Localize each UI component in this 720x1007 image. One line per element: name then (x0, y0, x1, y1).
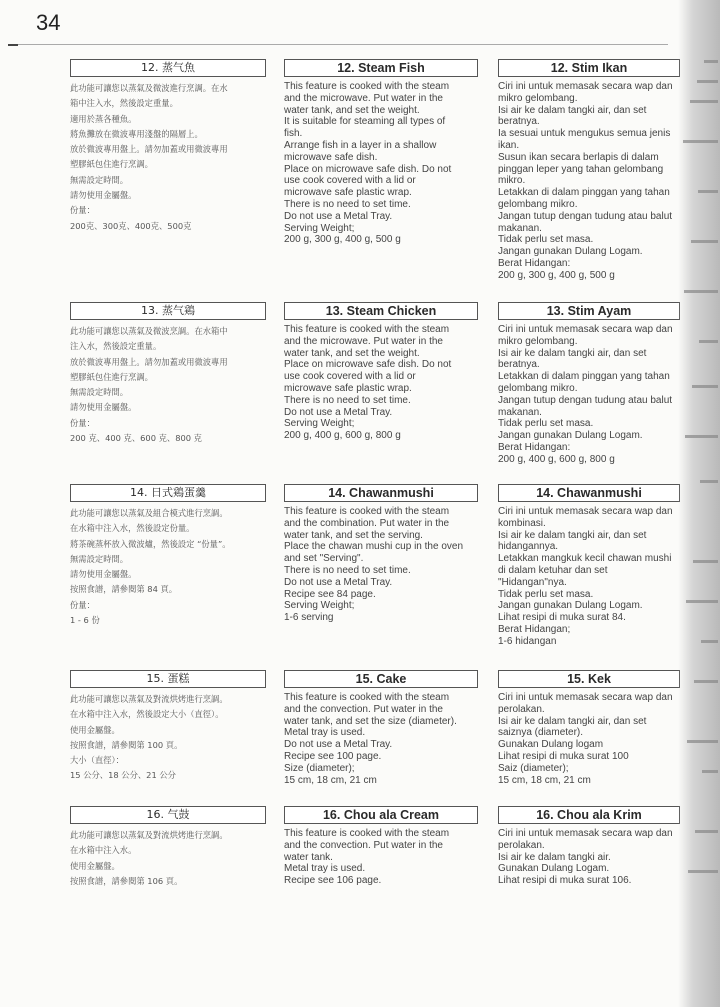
edge-mark (683, 140, 718, 143)
body-line: ikan. (498, 139, 520, 151)
page-number: 34 (36, 10, 61, 35)
body-line: Jangan tutup dengan tudung atau balut (498, 210, 673, 222)
edge-mark (694, 680, 718, 683)
body-line: Tidak perlu set masa. (498, 234, 594, 246)
body-line: 1 - 6 份 (70, 615, 100, 626)
body-line: Serving Weight; (284, 222, 355, 234)
body-line: and the combination. Put water in the (284, 517, 450, 529)
section-heading: 13. Steam Chicken (284, 302, 478, 320)
body-line: 此功能可讓您以蒸氣及對流烘烤進行烹調。 (70, 830, 228, 840)
edge-mark (698, 190, 718, 193)
body-line: Recipe see 84 page. (284, 588, 376, 600)
section-body (498, 828, 680, 887)
header-rule (8, 44, 668, 45)
section-heading: 12. Stim Ikan (498, 59, 680, 77)
body-line: gelombang mikro. (498, 198, 578, 210)
body-line: Ciri ini untuk memasak secara wap dan (498, 828, 673, 839)
section-16-zh (70, 806, 266, 889)
body-line: 15 公分、18 公分、21 公分 (70, 770, 176, 781)
section-body (70, 828, 266, 889)
body-line: di dalam ketuhar dan set (498, 564, 608, 576)
section-body (70, 506, 266, 628)
body-line: Place on microwave safe dish. Do not (284, 163, 452, 175)
body-line: water tank, and set the weight. (284, 347, 420, 359)
body-line: 200 g, 400 g, 600 g, 800 g (284, 430, 401, 442)
section-body (498, 81, 680, 282)
body-line: mikro gelombang. (498, 92, 578, 104)
body-line: gelombang mikro. (498, 382, 578, 394)
section-heading: 16. Chou ala Cream (284, 806, 478, 824)
body-line: 此功能可讓您以蒸氣及對流烘烤進行烹調。 (70, 694, 228, 704)
section-13-en (284, 302, 478, 442)
section-heading: 15. 蛋糕 (70, 670, 266, 688)
body-line: This feature is cooked with the steam (284, 324, 450, 335)
body-line: Letakkan di dalam pinggan yang tahan (498, 371, 670, 383)
body-line: perolakan. (498, 839, 545, 851)
body-line: 在水箱中注入水，然後設定份量。 (70, 523, 195, 534)
section-15-en (284, 670, 478, 786)
body-line: water tank. (284, 851, 333, 863)
body-line: 200 g, 400 g, 600 g, 800 g (498, 453, 615, 465)
body-line: pinggan leper yang tahan gelombang (498, 163, 664, 175)
section-16-ms (498, 806, 680, 887)
body-line: mikro gelombang. (498, 335, 578, 347)
section-heading: 15. Cake (284, 670, 478, 688)
body-line: and set "Serving". (284, 553, 364, 565)
body-line: 200克、300克、400克、500克 (70, 220, 192, 231)
body-line: Gunakan Dulang logam (498, 739, 604, 751)
body-line: 15 cm, 18 cm, 21 cm (284, 774, 377, 786)
body-line: 按照食譜，請參閱第 100 頁。 (70, 739, 183, 750)
edge-mark (692, 385, 718, 388)
body-line: 使用金屬盤。 (70, 724, 120, 735)
body-line: Lihat resipi di muka surat 84. (498, 612, 626, 624)
body-line: 200 g, 300 g, 400 g, 500 g (498, 269, 615, 281)
body-line: Do not use a Metal Tray. (284, 576, 393, 588)
body-line: Berat Hidangan; (498, 623, 571, 635)
section-heading: 12. Steam Fish (284, 59, 478, 77)
body-line: 在水箱中注入水，然後設定大小（直徑）。 (70, 709, 224, 720)
edge-mark (695, 830, 718, 833)
body-line: and the microwave. Put water in the (284, 335, 443, 347)
body-line: This feature is cooked with the steam (284, 81, 450, 92)
body-line: hidangannya. (498, 541, 559, 553)
body-line: microwave safe plastic wrap. (284, 382, 412, 394)
edge-mark (690, 100, 718, 103)
body-line: Susun ikan secara berlapis di dalam (498, 151, 659, 163)
body-line: Place on microwave safe dish. Do not (284, 359, 452, 371)
section-heading: 14. Chawanmushi (498, 484, 680, 502)
body-line: 份量： (70, 417, 95, 428)
body-line: Ia sesuai untuk mengukus semua jenis (498, 128, 671, 140)
section-13-zh (70, 302, 266, 446)
body-line: This feature is cooked with the steam (284, 506, 450, 517)
section-body (284, 324, 478, 442)
section-body (70, 81, 266, 234)
edge-mark (701, 640, 718, 643)
body-line: water tank, and set the serving. (284, 529, 423, 541)
body-line: 15 cm, 18 cm, 21 cm (498, 774, 591, 786)
section-14-zh (70, 484, 266, 628)
body-line: microwave safe dish. (284, 151, 378, 163)
body-line: 份量： (70, 205, 95, 216)
body-line: 無需設定時間。 (70, 553, 129, 564)
body-line: Saiz (diameter); (498, 762, 569, 774)
section-16-en (284, 806, 478, 887)
section-body (284, 81, 478, 246)
body-line: beratnya. (498, 359, 540, 371)
body-line: This feature is cooked with the steam (284, 828, 450, 839)
body-line: Ciri ini untuk memasak secara wap dan (498, 81, 673, 92)
body-line: 在水箱中注入水。 (70, 845, 137, 856)
section-body (284, 828, 478, 887)
edge-mark (688, 870, 718, 873)
body-line: saiznya (diameter). (498, 727, 584, 739)
edge-mark (686, 600, 718, 603)
body-line: perolakan. (498, 703, 545, 715)
body-line: Recipe see 106 page. (284, 875, 382, 887)
body-line: and the convection. Put water in the (284, 839, 443, 851)
edge-mark (684, 290, 718, 293)
section-heading: 13. 蒸气鶏 (70, 302, 266, 320)
body-line: This feature is cooked with the steam (284, 692, 450, 703)
body-line: 注入水，然後設定重量。 (70, 341, 162, 352)
section-body (498, 324, 680, 466)
body-line: 按照食譜，請參閱第 84 頁。 (70, 584, 178, 595)
body-line: Recipe see 100 page. (284, 750, 382, 762)
body-line: 份量： (70, 599, 95, 610)
body-line: 放於微波專用盤上。請勿加蓋或用微波專用 (70, 144, 228, 155)
body-line: Do not use a Metal Tray. (284, 210, 393, 222)
body-line: 200 克、400 克、600 克、800 克 (70, 433, 202, 444)
body-line: Letakkan di dalam pinggan yang tahan (498, 187, 670, 199)
body-line: use cook covered with a lid or (284, 371, 416, 383)
section-body (70, 324, 266, 446)
body-line: 此功能可讓您以蒸氣及組合模式進行烹調。 (70, 508, 228, 518)
body-line: 此功能可讓您以蒸氣及微波烹調。在水箱中 (70, 326, 228, 336)
body-line: Lihat resipi di muka surat 100 (498, 750, 629, 762)
body-line: makanan. (498, 222, 542, 234)
body-line: Lihat resipi di muka surat 106. (498, 875, 632, 887)
body-line: Place the chawan mushi cup in the oven (284, 541, 463, 553)
section-body (70, 692, 266, 784)
section-14-en (284, 484, 478, 624)
body-line: Serving Weight; (284, 600, 355, 612)
body-line: Ciri ini untuk memasak secara wap dan (498, 324, 673, 335)
edge-mark (697, 80, 718, 83)
body-line: kombinasi. (498, 517, 546, 529)
body-line: Jangan tutup dengan tudung atau balut (498, 394, 673, 406)
body-line: beratnya. (498, 116, 540, 128)
body-line: Do not use a Metal Tray. (284, 406, 393, 418)
body-line: 放於微波專用盤上。請勿加蓋或用微波專用 (70, 356, 228, 367)
adjacent-page-edge-marks (680, 40, 718, 940)
body-line: 適用於蒸各種魚。 (70, 113, 137, 124)
body-line: 1-6 serving (284, 612, 334, 624)
body-line: Isi air ke dalam tangki air, dan set (498, 529, 647, 541)
section-heading: 14. Chawanmushi (284, 484, 478, 502)
section-heading: 15. Kek (498, 670, 680, 688)
section-13-ms (498, 302, 680, 466)
section-body (498, 506, 680, 648)
section-body (498, 692, 680, 786)
body-line: Ciri ini untuk memasak secara wap dan (498, 692, 673, 703)
body-line: 塑膠紙包住進行烹調。 (70, 371, 153, 382)
body-line: "Hidangan"nya. (498, 576, 567, 588)
body-line: 按照食譜，請參閱第 106 頁。 (70, 875, 183, 886)
body-line: Isi air ke dalam tangki air, dan set (498, 104, 647, 116)
body-line: 1-6 hidangan (498, 635, 557, 647)
body-line: 無需設定時間。 (70, 174, 129, 185)
body-line: water tank, and set the size (diameter). (284, 715, 457, 727)
body-line: Metal tray is used. (284, 863, 366, 875)
body-line: Berat Hidangan: (498, 441, 571, 453)
section-heading: 16. 气鼓 (70, 806, 266, 824)
body-line: 將魚攤放在微波專用淺盤的隔層上。 (70, 128, 203, 139)
section-body (284, 692, 478, 786)
edge-mark (685, 435, 718, 438)
body-line: and the microwave. Put water in the (284, 92, 443, 104)
section-heading: 12. 蒸气魚 (70, 59, 266, 77)
body-line: Jangan gunakan Dulang Logam. (498, 246, 643, 258)
body-line: Isi air ke dalam tangki air, dan set (498, 715, 647, 727)
body-line: It is suitable for steaming all types of (284, 116, 446, 128)
edge-mark (693, 560, 718, 563)
body-line: Ciri ini untuk memasak secara wap dan (498, 506, 673, 517)
body-line: Size (diameter); (284, 762, 355, 774)
section-heading: 14. 日式鶏蛋羹 (70, 484, 266, 502)
body-line: Serving Weight; (284, 418, 355, 430)
body-line: There is no need to set time. (284, 564, 411, 576)
body-line: There is no need to set time. (284, 198, 411, 210)
body-line: Metal tray is used. (284, 727, 366, 739)
body-line: use cook covered with a lid or (284, 175, 416, 187)
body-line: Gunakan Dulang Logam. (498, 863, 610, 875)
section-12-zh (70, 59, 266, 234)
section-body (284, 506, 478, 624)
section-15-zh (70, 670, 266, 784)
body-line: Isi air ke dalam tangki air. (498, 851, 611, 863)
body-line: makanan. (498, 406, 542, 418)
edge-mark (700, 480, 718, 483)
body-line: 請勿使用金屬盤。 (70, 190, 137, 201)
body-line: Tidak perlu set masa. (498, 418, 594, 430)
body-line: 塑膠紙包住進行烹調。 (70, 159, 153, 170)
body-line: microwave safe plastic wrap. (284, 187, 412, 199)
body-line: water tank, and set the weight. (284, 104, 420, 116)
section-15-ms (498, 670, 680, 786)
edge-mark (699, 340, 718, 343)
body-line: 請勿使用金屬盤。 (70, 569, 137, 580)
section-14-ms (498, 484, 680, 648)
body-line: 請勿使用金屬盤。 (70, 402, 137, 413)
edge-mark (691, 240, 718, 243)
body-line: 使用金屬盤。 (70, 860, 120, 871)
body-line: Jangan gunakan Dulang Logam. (498, 430, 643, 442)
body-line: Berat Hidangan: (498, 257, 571, 269)
body-line: 此功能可讓您以蒸氣及微波進行烹調。在水 (70, 83, 228, 93)
body-line: and the convection. Put water in the (284, 703, 443, 715)
section-12-ms (498, 59, 680, 282)
body-line: There is no need to set time. (284, 394, 411, 406)
body-line: Isi air ke dalam tangki air, dan set (498, 347, 647, 359)
edge-mark (702, 770, 718, 773)
body-line: Jangan gunakan Dulang Logam. (498, 600, 643, 612)
section-12-en (284, 59, 478, 246)
body-line: 無需設定時間。 (70, 387, 129, 398)
body-line: 200 g, 300 g, 400 g, 500 g (284, 234, 401, 246)
edge-mark (687, 740, 718, 743)
body-line: fish. (284, 128, 303, 140)
body-line: 箱中注入水，然後設定重量。 (70, 98, 178, 109)
edge-mark (704, 60, 718, 63)
body-line: 大小（直徑）： (70, 755, 124, 766)
body-line: 將茶碗蒸杯放入微波爐，然後設定 “份量”。 (70, 538, 231, 549)
body-line: Tidak perlu set masa. (498, 588, 594, 600)
section-heading: 16. Chou ala Krim (498, 806, 680, 824)
body-line: mikro. (498, 175, 526, 187)
body-line: Do not use a Metal Tray. (284, 739, 393, 751)
body-line: Letakkan mangkuk kecil chawan mushi (498, 553, 672, 565)
body-line: Arrange fish in a layer in a shallow (284, 139, 437, 151)
section-heading: 13. Stim Ayam (498, 302, 680, 320)
